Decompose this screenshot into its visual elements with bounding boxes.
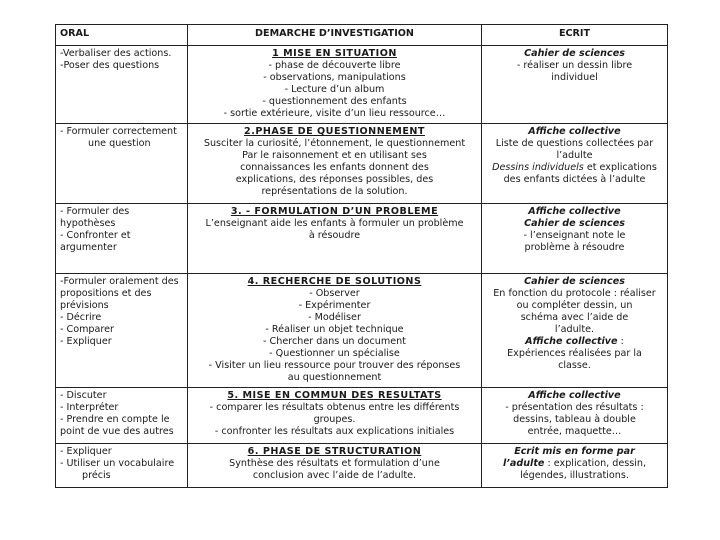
step-line: explications, des réponses possibles, des [235, 174, 434, 185]
table-header-row [56, 25, 668, 46]
ecrit-line: dessins, tableau à double [513, 414, 636, 425]
table-row [56, 388, 668, 444]
step-line: - Chercher dans un document [263, 336, 406, 347]
ecrit-line: En fonction du protocole : réaliser [493, 288, 656, 299]
oral-line: - Prendre en compte le [60, 414, 170, 425]
oral-line: - Expliquer [60, 336, 112, 347]
ecrit-italic: Dessins individuels [492, 162, 584, 173]
step-line: L’enseignant aide les enfants à formuler un problème [205, 218, 464, 229]
step-line: - Visiter un lieu ressource pour trouver des réponses [208, 360, 461, 371]
ecrit-title: Cahier de sciences [524, 48, 625, 59]
step-line: connaissances les enfants donnent des [240, 162, 429, 173]
oral-line: point de vue des autres [60, 426, 174, 437]
investigation-table-container [55, 24, 667, 488]
ecrit-text: : [617, 336, 624, 347]
demarche-cell [188, 204, 482, 274]
step-line: Synthèse des résultats et formulation d’une [229, 458, 440, 469]
oral-line: - Utiliser un vocabulaire [60, 458, 175, 469]
oral-cell [56, 46, 188, 124]
step-title: 3. - FORMULATION D’UN PROBLEME [230, 206, 439, 217]
step-line: - Modéliser [308, 312, 361, 323]
ecrit-line: entrée, maquette… [527, 426, 622, 437]
step-line: au questionnement [287, 372, 382, 383]
ecrit-line: l’adulte [556, 150, 593, 161]
step-title: 2.PHASE DE QUESTIONNEMENT [244, 126, 425, 137]
ecrit-cell [482, 388, 668, 444]
oral-line: propositions et des [60, 288, 152, 299]
ecrit-cell [482, 274, 668, 388]
ecrit-line: ou compléter dessin, un [516, 300, 633, 311]
oral-line: - Décrire [60, 312, 102, 323]
step-title: 6. PHASE DE STRUCTURATION [247, 446, 422, 457]
step-line: - phase de découverte libre [268, 60, 401, 71]
table-row [56, 274, 668, 388]
oral-line: argumenter [60, 242, 117, 253]
ecrit-cell [482, 124, 668, 204]
ecrit-title: Affiche collective [528, 390, 621, 401]
oral-line: - Confronter et [60, 230, 131, 241]
ecrit-text: : explication, dessin, [544, 458, 647, 469]
ecrit-line: des enfants dictées à l’adulte [503, 174, 646, 185]
oral-line: - Discuter [60, 390, 107, 401]
ecrit-line: Liste de questions collectées par [495, 138, 654, 149]
oral-cell [56, 388, 188, 444]
oral-line: précis [82, 470, 111, 481]
step-title: 4. RECHERCHE DE SOLUTIONS [247, 276, 422, 287]
oral-line: -Formuler oralement des [60, 276, 179, 287]
oral-line: - Interpréter [60, 402, 119, 413]
step-line: Par le raisonnement et en utilisant ses [242, 150, 427, 161]
ecrit-cell [482, 46, 668, 124]
ecrit-title-2: Cahier de sciences [524, 218, 625, 229]
step-line: - Questionner un spécialise [269, 348, 400, 359]
step-title: 5. MISE EN COMMUN DES RESULTATS [227, 390, 442, 401]
oral-cell [56, 444, 188, 488]
ecrit-line: - réaliser un dessin libre [516, 60, 633, 71]
step-line: Susciter la curiosité, l’étonnement, le questionnement [203, 138, 466, 149]
investigation-table [55, 24, 668, 488]
oral-line: -Poser des questions [60, 60, 160, 71]
ecrit-cell [482, 444, 668, 488]
oral-line: - Formuler correctement [60, 126, 177, 137]
demarche-cell [188, 46, 482, 124]
header-demarche: DEMARCHE D’INVESTIGATION [188, 25, 482, 46]
step-line: - questionnement des enfants [262, 96, 407, 107]
step-line: groupes. [313, 414, 356, 425]
ecrit-line: légendes, illustrations. [520, 470, 629, 481]
oral-cell [56, 204, 188, 274]
step-line: représentations de la solution. [261, 186, 408, 197]
ecrit-line: Expériences réalisées par la [507, 348, 642, 359]
ecrit-line [486, 458, 663, 470]
step-line: - Lecture d’un album [284, 84, 385, 95]
table-row [56, 46, 668, 124]
oral-line: -Verbaliser des actions. [60, 48, 172, 59]
demarche-cell [188, 124, 482, 204]
ecrit-cell [482, 204, 668, 274]
demarche-cell [188, 274, 482, 388]
ecrit-line [486, 336, 663, 348]
demarche-cell [188, 388, 482, 444]
ecrit-line: individuel [551, 72, 598, 83]
oral-line: - Formuler des [60, 206, 130, 217]
table-row [56, 124, 668, 204]
oral-line: - Expliquer [60, 446, 112, 457]
ecrit-line [486, 162, 663, 174]
oral-line: - Comparer [60, 324, 114, 335]
oral-cell [56, 124, 188, 204]
ecrit-title-bold: l’adulte [502, 458, 545, 469]
step-line: - confronter les résultats aux explications initiales [214, 426, 455, 437]
step-line: - observations, manipulations [263, 72, 406, 83]
ecrit-line: - présentation des résultats : [505, 402, 644, 413]
step-line: - Réaliser un objet technique [265, 324, 404, 335]
ecrit-line: - l’enseignant note le [523, 230, 626, 241]
header-oral: ORAL [56, 25, 188, 46]
oral-cell [56, 274, 188, 388]
ecrit-line: schéma avec l’aide de [520, 312, 629, 323]
ecrit-title: Affiche collective [528, 206, 621, 217]
ecrit-title: Ecrit mis en forme par [514, 446, 635, 457]
demarche-cell [188, 444, 482, 488]
header-ecrit: ECRIT [482, 25, 668, 46]
oral-line: une question [88, 138, 151, 149]
step-line: à résoudre [308, 230, 361, 241]
table-row [56, 204, 668, 274]
ecrit-line: l’adulte. [554, 324, 595, 335]
step-line: conclusion avec l’aide de l’adulte. [252, 470, 417, 481]
oral-line: hypothèses [60, 218, 116, 229]
ecrit-text: et explications [583, 162, 657, 173]
step-line: - Expérimenter [298, 300, 371, 311]
step-title: 1 MISE EN SITUATION [272, 48, 397, 59]
ecrit-title-2: Affiche collective [525, 336, 618, 347]
ecrit-title: Cahier de sciences [524, 276, 625, 287]
step-line: - sortie extérieure, visite d’un lieu ressource… [223, 108, 446, 119]
oral-line: prévisions [60, 300, 109, 311]
step-line: - comparer les résultats obtenus entre les différents [209, 402, 460, 413]
ecrit-title: Affiche collective [528, 126, 621, 137]
table-row [56, 444, 668, 488]
step-line: - Observer [309, 288, 360, 299]
ecrit-line: classe. [558, 360, 591, 371]
ecrit-line: problème à résoudre [524, 242, 625, 253]
